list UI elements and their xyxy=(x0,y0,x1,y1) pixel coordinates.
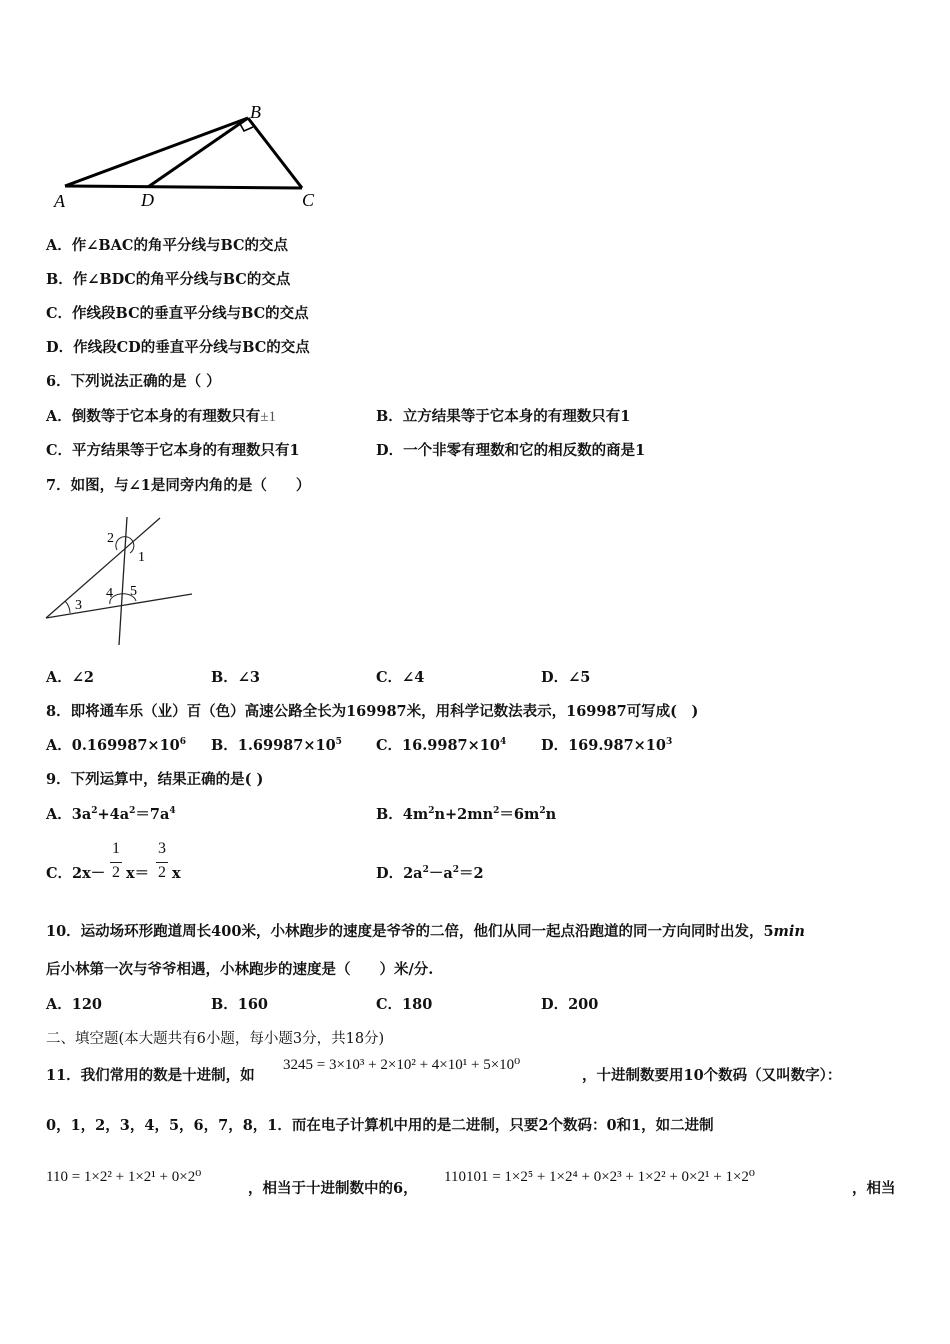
angle-label-5: 5 xyxy=(130,584,137,599)
q9d-p1: D．2a xyxy=(376,865,423,882)
q9c-frac2-den: 2 xyxy=(158,864,166,881)
q9c-frac1-den: 2 xyxy=(112,864,120,881)
angle-label-1: 1 xyxy=(138,550,145,565)
q9b-e3: 2 xyxy=(539,806,546,816)
q9c-frac2-bar xyxy=(156,862,168,863)
q7-option-b: B．∠3 xyxy=(211,669,260,686)
segment-bc xyxy=(248,118,302,188)
q9-option-b xyxy=(376,805,556,825)
q8-option-d-text: D．169.987×10 xyxy=(541,737,666,754)
q6-option-c: C．平方结果等于它本身的有理数只有1 xyxy=(46,442,300,459)
segment-bd xyxy=(148,118,248,187)
q8-option-b xyxy=(211,736,342,756)
q9-option-c-p2: x＝ xyxy=(126,865,150,882)
triangle-figure xyxy=(45,100,335,215)
q9b-p4: n xyxy=(545,806,557,823)
q8-option-a xyxy=(46,736,186,756)
q10-line2: 后小林第一次与爷爷相遇，小林跑步的速度是（ ）米/分. xyxy=(46,961,434,978)
q5-option-a: A．作∠BAC的角平分线与BC的交点 xyxy=(46,237,289,254)
q8-option-d-exp: 3 xyxy=(666,737,673,747)
q9a-e2: 2 xyxy=(129,806,136,816)
q9d-p3: ＝2 xyxy=(459,865,484,882)
q8-option-c-exp: 4 xyxy=(499,737,507,747)
q9b-p3: ＝6m xyxy=(499,806,540,823)
q9d-p2: －a xyxy=(428,865,453,882)
q8-option-c-text: C．16.9987×10 xyxy=(376,737,500,754)
q10-option-a: A．120 xyxy=(46,996,103,1013)
q9-option-c-p1: C．2x－ xyxy=(46,865,106,882)
angle-arc-3 xyxy=(65,601,70,613)
segment-ab xyxy=(65,118,248,186)
angle-label-3: 3 xyxy=(75,598,82,613)
q6-option-a-text: A．倒数等于它本身的有理数只有 xyxy=(46,408,261,425)
q9a-p3: ＝7a xyxy=(135,806,170,823)
q11-line2: 0，1，2，3，4，5，6，7，8，1．而在电子计算机中用的是二进制，只要2个数码：0和1，如二进制 xyxy=(46,1117,714,1134)
segment-ac xyxy=(65,186,302,188)
angles-figure xyxy=(40,505,200,650)
q9b-e1: 2 xyxy=(428,806,435,816)
q6-option-b: B．立方结果等于它本身的有理数只有1 xyxy=(376,408,631,425)
section-2-heading: 二、填空题(本大题共有6小题，每小题3分，共18分) xyxy=(46,1031,385,1047)
q9-option-c-p3: x xyxy=(172,865,181,882)
q9a-e1: 2 xyxy=(91,806,98,816)
q6-stem: 6．下列说法正确的是（ ） xyxy=(46,373,221,390)
q11-line1-b: ，十进制数要用10个数码（又叫数字）： xyxy=(582,1067,842,1084)
transversal-line xyxy=(46,518,160,618)
q6-option-d: D．一个非零有理数和它的相反数的商是1 xyxy=(376,442,646,459)
q10-line1 xyxy=(46,922,805,942)
label-b: B xyxy=(250,102,261,122)
q6-option-a-math: ±1 xyxy=(260,409,276,425)
q8-option-c xyxy=(376,736,506,756)
label-a: A xyxy=(54,191,65,211)
q9a-e3: 4 xyxy=(169,806,176,816)
q11-line3-math1: 110 = 1×2² + 1×2¹ + 0×2⁰ xyxy=(46,1169,202,1185)
angle-label-2: 2 xyxy=(107,531,114,546)
q11-line3-a: ，相当于十进制数中的6， xyxy=(248,1180,418,1197)
q9c-frac1-bar xyxy=(110,862,122,863)
q10-line1-unit: min xyxy=(773,923,805,940)
q7-option-d: D．∠5 xyxy=(541,669,591,686)
q11-line1-a: 11．我们常用的数是十进制，如 xyxy=(46,1067,255,1084)
q8-option-a-exp: 6 xyxy=(179,737,187,747)
q8-option-b-exp: 5 xyxy=(335,737,342,747)
q9-option-a xyxy=(46,805,176,825)
q9c-frac2-num: 3 xyxy=(158,840,166,857)
q9b-p1: B．4m xyxy=(376,806,429,823)
q6-option-a xyxy=(46,407,276,427)
q9d-e1: 2 xyxy=(422,865,429,875)
q9-option-d xyxy=(376,864,484,884)
angle-label-4: 4 xyxy=(106,586,113,601)
q8-stem: 8．即将通车乐（业）百（色）高速公路全长为169987米，用科学记数法表示，169987可写成( ) xyxy=(46,703,699,720)
q5-option-b: B．作∠BDC的角平分线与BC的交点 xyxy=(46,271,291,288)
q11-line3-b: ，相当 xyxy=(852,1180,896,1197)
q9d-e2: 2 xyxy=(452,865,459,875)
q9b-p2: n+2mn xyxy=(434,806,494,823)
q9b-e2: 2 xyxy=(493,806,500,816)
q5-option-c: C．作线段BC的垂直平分线与BC的交点 xyxy=(46,305,309,322)
q8-option-a-text: A．0.169987×10 xyxy=(46,737,180,754)
q5-option-d: D．作线段CD的垂直平分线与BC的交点 xyxy=(46,339,310,356)
q9c-frac1-num: 1 xyxy=(112,840,120,857)
q8-option-d xyxy=(541,736,672,756)
q10-line1-text: 10．运动场环形跑道周长400米，小林跑步的速度是爷爷的二倍，他们从同一起点沿跑道的同一方向同时出发，5 xyxy=(46,923,774,940)
q10-option-b: B．160 xyxy=(211,996,269,1013)
q11-line1-math: 3245 = 3×10³ + 2×10² + 4×10¹ + 5×10⁰ xyxy=(283,1057,521,1073)
q9-stem: 9．下列运算中，结果正确的是( ) xyxy=(46,771,264,788)
label-d: D xyxy=(141,190,154,210)
label-c: C xyxy=(302,190,315,210)
q10-option-c: C．180 xyxy=(376,996,433,1013)
q7-stem: 7．如图，与∠1是同旁内角的是（ ） xyxy=(46,477,311,494)
q9a-p2: +4a xyxy=(97,806,130,823)
q9a-p1: A．3a xyxy=(46,806,92,823)
q7-option-c: C．∠4 xyxy=(376,669,425,686)
q10-option-d: D．200 xyxy=(541,996,599,1013)
q11-line3-math2: 110101 = 1×2⁵ + 1×2⁴ + 0×2³ + 1×2² + 0×2¹ + 1×2⁰ xyxy=(444,1169,755,1185)
q7-option-a: A．∠2 xyxy=(46,669,94,686)
q8-option-b-text: B．1.69987×10 xyxy=(211,737,336,754)
